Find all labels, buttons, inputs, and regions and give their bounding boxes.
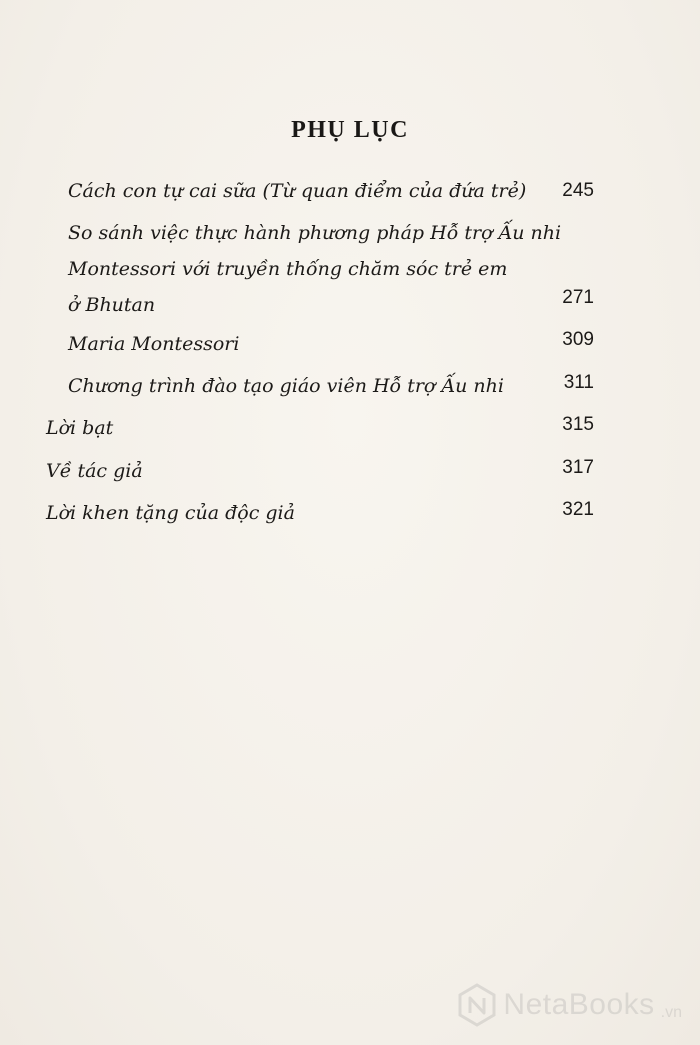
toc-entry-title: Maria Montessori (68, 333, 240, 355)
toc-entry-title: So sánh việc thực hành phương pháp Hỗ trợ Ấu nhi (68, 222, 562, 244)
toc-entry-title: Về tác giả (46, 460, 143, 482)
toc-entry-title: Lời bạt (46, 417, 114, 439)
toc-entry-title-cont: ở Bhutan (68, 294, 156, 316)
toc-entry-page: 311 (563, 372, 594, 393)
toc-entry-page: 315 (562, 414, 594, 435)
toc-entry-page: 271 (562, 287, 594, 308)
toc-entry-page: 245 (562, 180, 594, 201)
netabooks-logo-icon (457, 983, 497, 1027)
watermark-brand: NetaBooks (503, 988, 655, 1021)
toc-entry-page: 317 (562, 457, 594, 478)
page-title: PHỤ LỤC (291, 117, 409, 143)
toc-entry-title: Cách con tự cai sữa (Từ quan điểm của đứa trẻ) (68, 180, 527, 202)
toc-entry-title: Chương trình đào tạo giáo viên Hỗ trợ Ấu nhi (68, 375, 504, 397)
toc-entry-page: 309 (562, 329, 594, 350)
toc-entry-page: 321 (562, 499, 594, 520)
toc-entry-title: Lời khen tặng của độc giả (46, 502, 295, 524)
toc-entry-title-cont: Montessori với truyền thống chăm sóc trẻ em (68, 258, 508, 280)
watermark (457, 983, 682, 1027)
watermark-suffix: .vn (660, 1004, 682, 1021)
